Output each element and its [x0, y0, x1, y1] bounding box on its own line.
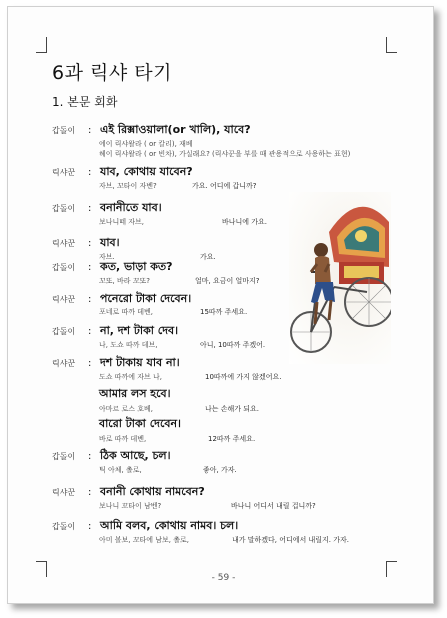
speaker-label: 릭샤꾼	[52, 168, 76, 177]
pronunciation: 바로 따까 데벤,	[99, 435, 147, 443]
dialogue-line	[52, 447, 171, 466]
bengali-sentence: ঠিক আছে, চল।	[100, 449, 171, 462]
pronunciation: 아마르 로스 호베,	[99, 405, 154, 413]
pronunciation: 포네로 따까 데벤,	[99, 308, 154, 316]
speaker-label: 릭샤꾼	[52, 239, 76, 248]
separator: :	[88, 294, 92, 305]
korean-meaning: 얼마, 요금이 얼마지?	[195, 277, 260, 285]
separator: :	[88, 203, 92, 214]
dialogue-line	[52, 199, 162, 218]
bengali-sentence: এই রিক্সাওয়ালা(or খালি), যাবে?	[100, 123, 251, 136]
bengali-sentence: না, দশ টাকা দেব।	[100, 324, 179, 337]
dialogue-line	[52, 322, 178, 341]
speaker-label: 갑돌이	[52, 263, 76, 272]
separator: :	[88, 262, 92, 273]
dialogue-line	[52, 163, 193, 182]
crop-mark-top-right	[386, 37, 397, 53]
pronunciation: 에이 릭샤왈라 ( or 칼리), 재베	[99, 140, 193, 148]
bengali-sentence: বনানী কোথায় নামবেন?	[100, 485, 205, 498]
pronunciation: 자브.	[99, 253, 115, 261]
korean-meaning: 15따까 주세요.	[200, 308, 248, 316]
separator: :	[88, 358, 92, 369]
bengali-sentence: যাব, কোথায় যাবেন?	[100, 165, 193, 178]
crop-mark-top-left	[36, 37, 47, 53]
lesson-title: 6과 릭샤 타기	[52, 62, 172, 84]
pronunciation: 보나니떼 자브,	[99, 218, 145, 226]
pronunciation: 보나니 꼬타이 남벤?	[99, 502, 162, 510]
korean-meaning: 12따까 주세요.	[208, 435, 256, 443]
bengali-sentence: বারো টাকা দেবেন।	[99, 417, 181, 430]
speaker-label: 갑돌이	[52, 126, 76, 135]
korean-meaning: 가요.	[200, 253, 216, 261]
speaker-label: 릭샤꾼	[52, 359, 76, 368]
rickshaw-illustration	[289, 192, 391, 364]
speaker-label: 릭샤꾼	[52, 488, 76, 497]
speaker-label: 갑돌이	[52, 204, 76, 213]
bengali-sentence: কত, ভাড়া কত?	[100, 260, 173, 273]
speaker-label: 릭샤꾼	[52, 295, 76, 304]
korean-meaning: 아니, 10따까 주겠어.	[200, 341, 266, 349]
speaker-label: 갑돌이	[52, 327, 76, 336]
bengali-sentence: বনানীতে যাব।	[100, 201, 162, 214]
bengali-sentence: পনেরো টাকা দেবেন।	[100, 292, 192, 305]
separator: :	[88, 451, 92, 462]
separator: :	[88, 521, 92, 532]
korean-meaning: 내가 말하겠다, 어디에서 내릴지. 가자.	[232, 536, 350, 544]
dialogue-line	[52, 258, 173, 277]
korean-meaning: 나는 손해가 되요.	[205, 405, 260, 413]
page-number: - 59 -	[211, 573, 236, 583]
korean-meaning: 10따까에 가지 않겠어요.	[205, 373, 282, 381]
korean-meaning: 바나니에 가요.	[222, 218, 268, 226]
pronunciation: 꼬또, 바라 꼬또?	[99, 277, 150, 285]
dialogue-line	[52, 121, 251, 140]
separator: :	[88, 326, 92, 337]
speaker-label: 갑돌이	[52, 522, 76, 531]
pronunciation: 나, 도쇼 따까 데브,	[99, 341, 158, 349]
separator: :	[88, 167, 92, 178]
bengali-sentence: দশ টাকায় যাব না।	[100, 356, 180, 369]
pronunciation: 도쇼 따까에 자브 나,	[99, 373, 162, 381]
dialogue-line	[52, 517, 238, 536]
translation-note: 헤이 릭샤왈라 ( or 빈차), 가실래요? (릭샤꾼을 부를 때 관용적으로 사용하는 표현)	[99, 150, 351, 158]
bengali-sentence: আমার লস হবে।	[99, 387, 171, 400]
bengali-sentence: যাব।	[100, 236, 120, 249]
bengali-sentence: আমি বলব, কোথায় নামব। চল।	[100, 519, 239, 532]
separator: :	[88, 125, 92, 136]
dialogue-line	[52, 354, 180, 373]
section-title: 1. 본문 회화	[52, 95, 118, 109]
korean-meaning: 좋아, 가자.	[203, 466, 237, 474]
korean-meaning: 가요. 어디에 갑니까?	[192, 182, 257, 190]
dialogue-line	[52, 234, 120, 253]
korean-meaning: 바나니 어디서 내릴 겁니까?	[231, 502, 316, 510]
pronunciation: 자브, 꼬타이 자벤?	[99, 182, 157, 190]
rickshaw-photo	[289, 192, 391, 364]
dialogue-line	[52, 483, 205, 502]
speaker-label: 갑돌이	[52, 452, 76, 461]
pronunciation: 틱 아체, 촐로,	[99, 466, 142, 474]
separator: :	[88, 487, 92, 498]
pronunciation: 아미 볼보, 꼬타에 남보, 촐로,	[99, 536, 189, 544]
separator: :	[88, 238, 92, 249]
